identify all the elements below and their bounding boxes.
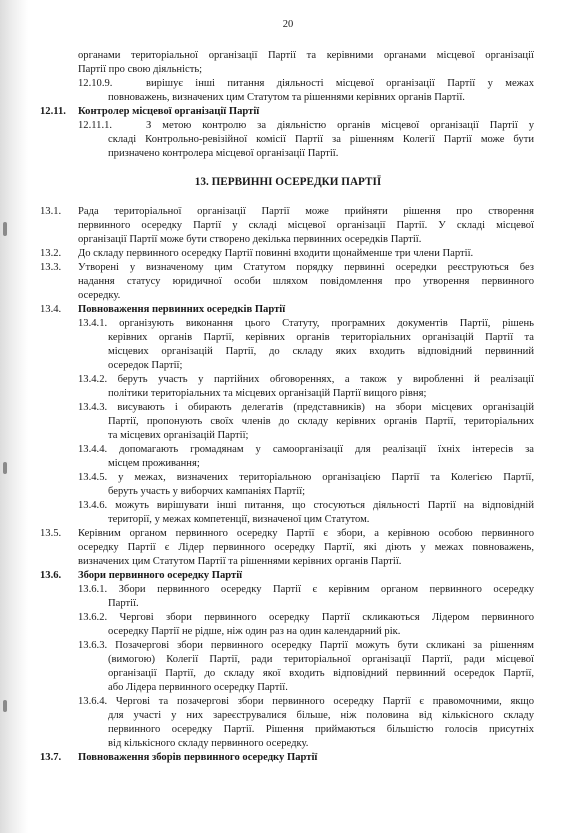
clause-number: 13.7. bbox=[40, 752, 62, 763]
section-title: 13. ПЕРВИННІ ОСЕРЕДКИ ПАРТІЇ bbox=[194, 176, 382, 188]
list-item-line: 13.4.3. висувають і обирають делегатів (представників) на збори місцевих організацій bbox=[78, 402, 534, 413]
clause-heading: Повноваження первинних осередків Партії bbox=[78, 304, 286, 315]
list-item-line: 13.6.1. Збори первинного осередку Партії є керівним органом первинного осередку bbox=[78, 584, 534, 595]
text-line: Рада територіальної організації Партії може прийняти рішення про створення bbox=[78, 206, 534, 217]
list-item-line: беруть участь у виборчих кампаніях Партії; bbox=[108, 486, 306, 497]
list-item-line: осередку Партії не рідше, ніж один раз на один календарний рік. bbox=[108, 626, 401, 637]
clause-number: 12.11.1. bbox=[78, 120, 113, 131]
clause-number: 12.10.9. bbox=[78, 78, 113, 89]
list-item-line: 13.4.4. допомагають громадянам у самоорганізації для реалізації їхніх інтересів за bbox=[78, 444, 534, 455]
text-line: надання статусу юридичної особи шляхом повідомлення про утворення первинного bbox=[78, 276, 534, 287]
text-line: Керівним органом первинного осередку Партії є збори, а керівною особою первинного bbox=[78, 528, 534, 539]
text-line: осередку. bbox=[78, 290, 121, 301]
list-item-line: 13.4.1. організують виконання цього Статуту, програмних документів Партії, рішень bbox=[78, 318, 534, 329]
text-line: Утворені у визначеному цим Статутом порядку первинні осередки реєструються без bbox=[78, 262, 534, 273]
page-number: 20 bbox=[282, 19, 294, 30]
list-item-line: місцем проживання; bbox=[108, 458, 200, 469]
list-item-line: первинного осередку Партії. Рішення приймаються більшістю голосів присутніх bbox=[108, 724, 534, 735]
text-line: До складу первинного осередку Партії повинні входити щонайменше три члени Партії. bbox=[78, 248, 474, 259]
list-item-line: та місцевих організацій Партії; bbox=[108, 430, 249, 441]
list-item-line: Партії, пропонують своїх членів до складу керівних органів Партії, територіальних bbox=[108, 416, 534, 427]
clause-number: 13.3. bbox=[40, 262, 62, 273]
text-line: Партії про свою діяльність; bbox=[78, 64, 203, 75]
list-item-line: осередок Партії; bbox=[108, 360, 183, 371]
clause-heading: Повноваження зборів первинного осередку Партії bbox=[78, 752, 318, 763]
list-item-line: 13.6.3. Позачергові збори первинного осередку Партії можуть бути скликані за рішенням bbox=[78, 640, 534, 651]
clause-number: 13.2. bbox=[40, 248, 62, 259]
text-line: вирішує інші питання діяльності місцевої організації Партії у межах bbox=[146, 78, 534, 89]
list-item-line: 13.4.5. у межах, визначених територіальною організацією Партії та Колегією Партії, bbox=[78, 472, 534, 483]
list-item-line: (вимогою) Колегії Партії, ради територіальної організації Партії, ради місцевої bbox=[108, 654, 534, 665]
list-item-line: організації Партії, до складу якої входить відповідний первинний осередок Партії, bbox=[108, 668, 534, 679]
list-item-line: від кількісного складу первинного осередку. bbox=[108, 738, 309, 749]
list-item-line: для участі у них зареєструвалися більше, ніж половина від кількісного складу bbox=[108, 710, 534, 721]
clause-number: 13.4. bbox=[40, 304, 62, 315]
text-line: призначено контролера місцевої організації Партії. bbox=[108, 148, 339, 159]
text-line: З метою контролю за діяльністю органів місцевої організації Партії у bbox=[146, 120, 534, 131]
list-item-line: Партії. bbox=[108, 598, 139, 609]
clause-heading: Контролер місцевої організації Партії bbox=[78, 106, 260, 117]
list-item-line: 13.6.4. Чергові та позачергові збори первинного осередку Партії є правомочними, якщо bbox=[78, 696, 534, 707]
clause-number: 12.11. bbox=[40, 106, 66, 117]
list-item-line: керівних органів Партії, керівних органів територіальних організацій Партії та bbox=[108, 332, 534, 343]
list-item-line: 13.4.6. можуть вирішувати інші питання, що стосуються діяльності Партії на відповідній bbox=[78, 500, 534, 511]
text-line: повноважень, визначених цим Статутом та рішеннями керівних органів Партії. bbox=[108, 92, 465, 103]
clause-number: 13.5. bbox=[40, 528, 62, 539]
list-item-line: або Лідера первинного осередку Партії. bbox=[108, 682, 288, 693]
text-line: визначених цим Статутом Партії та рішеннями керівних органів Партії. bbox=[78, 556, 402, 567]
text-line: складі Контрольно-ревізійної комісії Партії за рішенням Колегії Партії може бути bbox=[108, 134, 534, 145]
list-item-line: місцевих організацій Партії, до складу яких входить відповідний первинний bbox=[108, 346, 534, 357]
clause-heading: Збори первинного осередку Партії bbox=[78, 570, 243, 581]
text-line: осередку Партії є Лідер первинного осередку Партії, які діють у межах повноважень, bbox=[78, 542, 534, 553]
list-item-line: території, у межах компетенції, визначеної цим Статутом. bbox=[108, 514, 370, 525]
clause-number: 13.6. bbox=[40, 570, 62, 581]
text-line: первинного осередку Партії у складі місцевої організації Партії. У складі місцевої bbox=[78, 220, 534, 231]
list-item-line: 13.6.2. Чергові збори первинного осередку Партії скликаються Лідером первинного bbox=[78, 612, 534, 623]
clause-number: 13.1. bbox=[40, 206, 62, 217]
list-item-line: 13.4.2. беруть участь у партійних обговореннях, а також у виробленні й реалізації bbox=[78, 374, 534, 385]
text-line: організації Партії може бути створено декілька первинних осередків Партії. bbox=[78, 234, 422, 245]
text-line: органами територіальної організації Партії та керівними органами місцевої організації bbox=[78, 50, 534, 61]
list-item-line: політики територіальних та місцевих організацій Партії вищого рівня; bbox=[108, 388, 427, 399]
